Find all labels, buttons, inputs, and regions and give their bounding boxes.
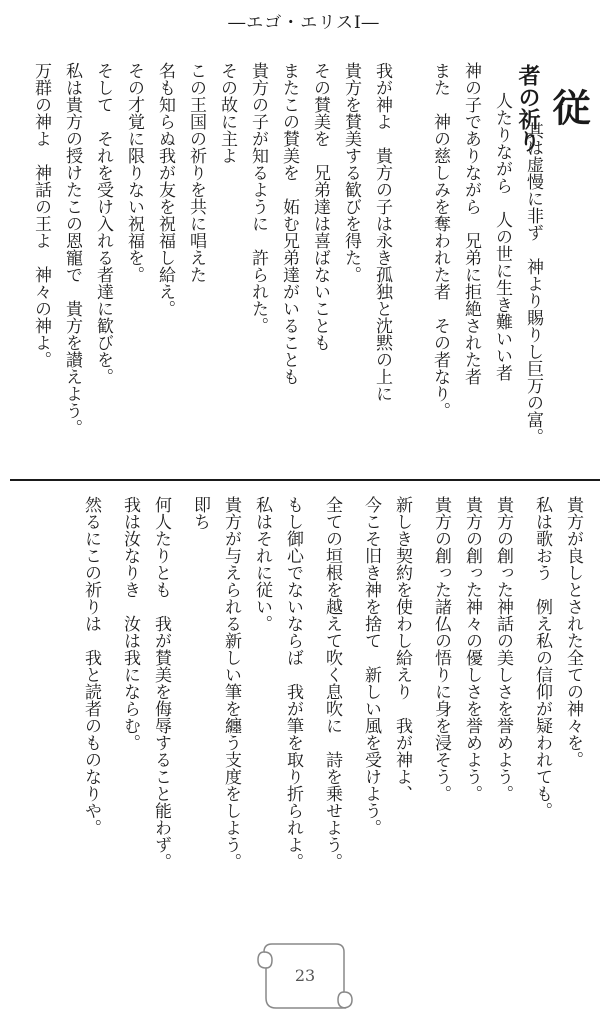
verse-line: その故に主よ [217, 62, 237, 164]
verse-line: 今こそ旧き神を捨て 新しい風を受けよう。 [361, 496, 381, 836]
verse-line: 我が神よ 貴方の子は永き孤独と沈黙の上に [372, 62, 392, 402]
verse-line: 我は汝なりき 汝は我にならむ。 [120, 496, 140, 751]
verse-line: またこの賛美を 妬む兄弟達がいることも [279, 62, 299, 385]
title-initial: 従 [546, 88, 591, 126]
verse-line: 貴方の子が知るように 許られた。 [248, 62, 268, 334]
poem-title [515, 62, 591, 152]
verse-line: この王国の祈りを共に唱えた [186, 62, 206, 283]
verse-line: その賛美を 兄弟達は喜ばないことも [310, 62, 330, 351]
page-number: 23 [294, 966, 316, 985]
verse-line: そして それを受け入れる者達に歓びを。 [93, 62, 113, 385]
running-header: ―エゴ・エリスⅠ― [228, 13, 380, 33]
verse-line: 私は歌おう 例え私の信仰が疑われても。 [532, 496, 552, 819]
verse-line: 其は虚慢に非ず 神より賜りし巨万の富。 [523, 122, 543, 445]
verse-line: 貴方の創った神話の美しさを誉めよう。 [493, 496, 513, 802]
verse-line: 貴方を賛美する歓びを得た。 [341, 62, 361, 283]
verse-line: 名も知らぬ我が友を祝福し給え。 [155, 62, 175, 317]
verse-line: 即ち [190, 496, 210, 530]
poem-top-section [18, 62, 591, 470]
section-divider [10, 479, 600, 481]
poem-bottom-section [18, 496, 588, 906]
verse-line: 新しき契約を使わし給えり 我が神よ、 [392, 496, 412, 802]
verse-line: 貴方が与えられる新しい筆を纏う支度をしよう。 [221, 496, 241, 870]
verse-line: 貴方の創った諸仏の悟りに身を浸そう。 [431, 496, 451, 802]
verse-line: 私は貴方の授けたこの恩寵で 貴方を讃えよう。 [62, 62, 82, 436]
title-rest: 者の祈り [515, 64, 541, 152]
verse-line: 神の子でありながら 兄弟に拒絶された者 [461, 62, 481, 385]
verse-line: 貴方の創った神々の優しさを誉めよう。 [462, 496, 482, 802]
verse-line: 私はそれに従い。 [252, 496, 272, 632]
verse-line: また 神の慈しみを奪われた者 その者なり。 [430, 62, 450, 419]
verse-line: 人たりながら 人の世に生き難いい者 [492, 92, 512, 381]
verse-line: 貴方が良しとされた全ての神々を。 [563, 496, 583, 768]
verse-line: 然るにこの祈りは 我と読者のものなりや。 [81, 496, 101, 836]
verse-line: 万群の神よ 神話の王よ 神々の神よ。 [31, 62, 51, 368]
verse-line: 何人たりとも 我が賛美を侮辱すること能わず。 [151, 496, 171, 870]
verse-line: 全ての垣根を越えて吹く息吹に 詩を乗せよう。 [322, 496, 342, 870]
verse-line: その才覚に限りない祝福を。 [124, 62, 144, 283]
verse-line: もし御心でないならば 我が筆を取り折られよ。 [283, 496, 303, 870]
